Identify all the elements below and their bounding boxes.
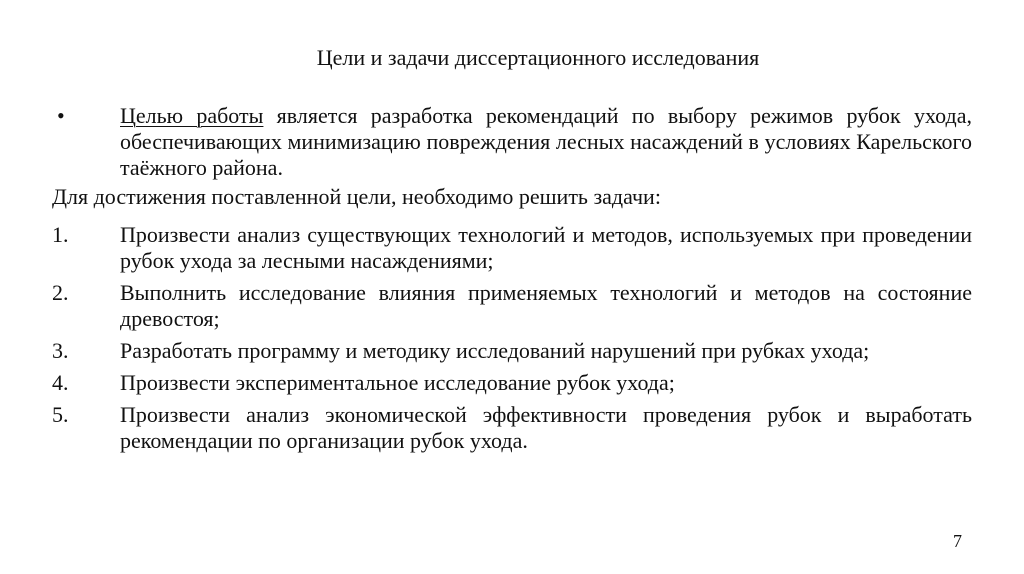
bullet-marker: •	[57, 103, 65, 128]
task-item	[52, 370, 972, 396]
task-number: 2.	[52, 280, 69, 305]
task-text: Произвести анализ экономической эффективности проведения рубок и выработать рекомендации по организации рубок ухода.	[120, 402, 972, 453]
task-item	[52, 402, 972, 454]
task-text: Разработать программу и методику исследований нарушений при рубках ухода;	[120, 338, 870, 363]
task-item	[52, 280, 972, 332]
task-text: Произвести анализ существующих технологий и методов, используемых при проведении рубок ухода за лесными насаждениями;	[120, 222, 972, 273]
slide-title: Цели и задачи диссертационного исследования	[316, 45, 760, 70]
task-item	[52, 222, 972, 274]
task-item	[52, 338, 972, 364]
task-number: 4.	[52, 370, 69, 395]
task-number: 3.	[52, 338, 69, 363]
task-text: Выполнить исследование влияния применяемых технологий и методов на состояние древостоя;	[120, 280, 972, 331]
task-number: 5.	[52, 402, 69, 427]
tasks-intro: Для достижения поставленной цели, необходимо решить задачи:	[52, 184, 661, 209]
goal-lead: Целью работы	[120, 103, 264, 128]
task-list	[52, 222, 972, 460]
page-number: 7	[953, 531, 962, 551]
goal-body: является разработка рекомендаций по выбору режимов рубок ухода, обеспечивающих минимизацию повреждения лесных насаждений в условиях Карельского таёжного района.	[120, 103, 972, 180]
task-text: Произвести экспериментальное исследование рубок ухода;	[120, 370, 675, 395]
task-number: 1.	[52, 222, 69, 247]
goal-bullet	[52, 103, 972, 181]
goal-text	[120, 103, 972, 181]
